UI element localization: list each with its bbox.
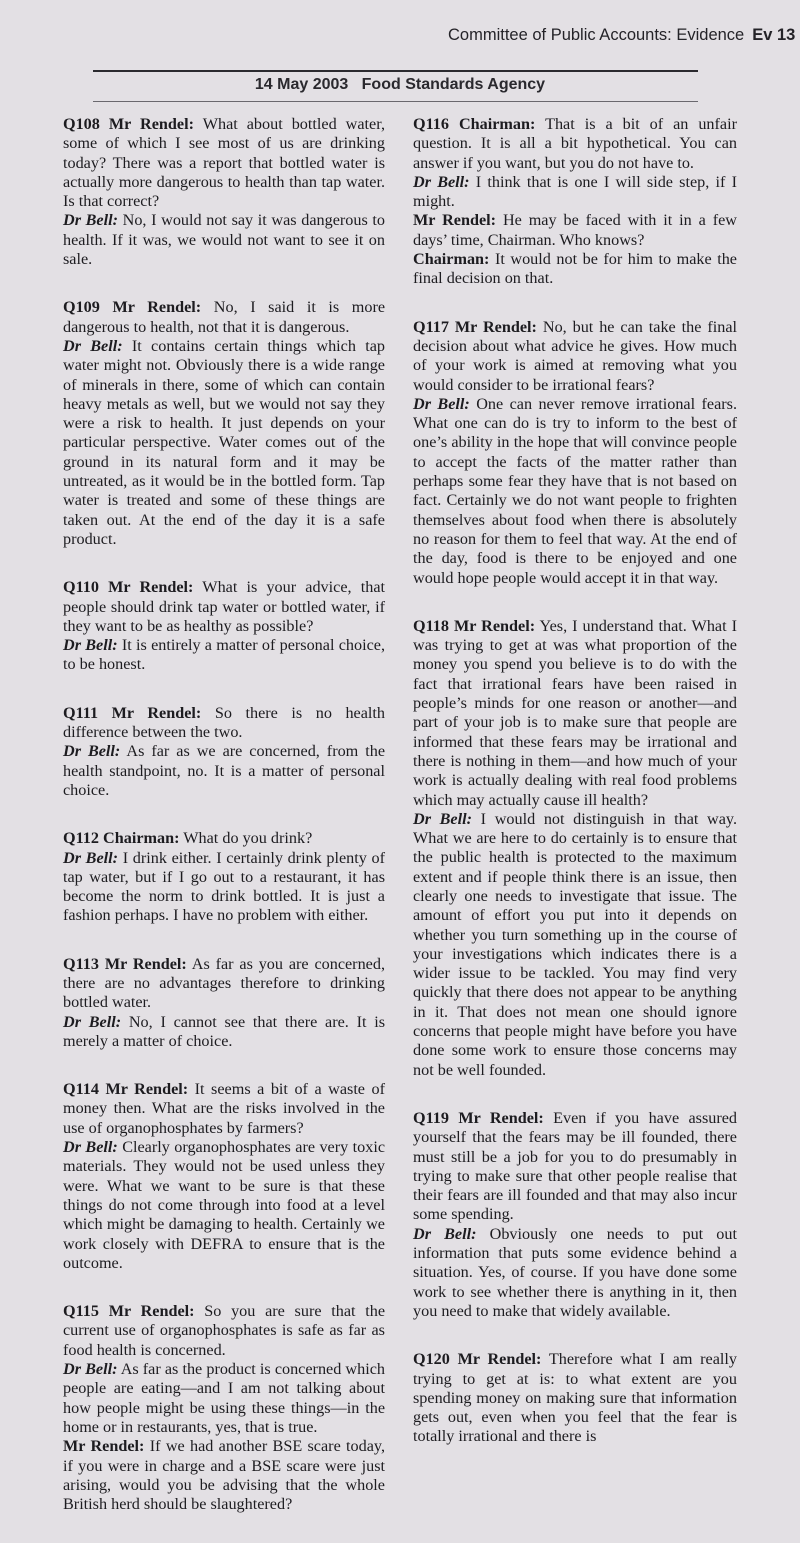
utterance-text: I would not distinguish in that way. What we are here to do certainly is to ensure that the public health is protected to the maximum extent and if people think there is an issue, then clearly one needs to investigate that issue. The amount of effort you put into it depends on whether you turn something up in the course of your investigations which indicates there is a wider issue to be tackled. You may find very quickly that there does not appear to be anything in it. That does not mean one should ignore concerns that people might have before you have done some work to ensure those concerns may not be well founded.: [413, 809, 738, 1079]
utterance-text: No, but he can take the final decision about what advice he gives. How much of your work is aimed at removing what you would consider to be irrational fears?: [413, 317, 738, 394]
utterance-text: If we had another BSE scare today, if you were in charge and a BSE scare were just arising, would you be advising that the whole British herd should be slaughtered?: [63, 1437, 386, 1514]
utterance: [63, 298, 385, 337]
utterance-text: Yes, I understand that. What I was trying to get at was what proportion of the money you spend you believe is to do with the fact that irrational fears have been raised in people’s minds for one reason or another—and part of your job is to make sure that people are informed that these fears may be irrational and there is nothing in them—and how much of your work is actually dealing with real food problems which may actually cause ill health?: [413, 616, 737, 809]
utterance-text: It is entirely a matter of personal choice, to be honest.: [63, 636, 386, 674]
utterance: [63, 1013, 385, 1052]
exchange: [413, 318, 737, 588]
page-number: Ev 13: [752, 26, 796, 44]
utterance: [413, 211, 737, 250]
utterance: [63, 1360, 385, 1437]
utterance: [63, 578, 385, 636]
utterance: [63, 211, 385, 269]
question-number: Q120: [413, 1350, 450, 1369]
utterance: [413, 1109, 737, 1225]
utterance-text: No, I cannot see that there are. It is merely a matter of choice.: [63, 1012, 386, 1050]
speaker-name: Dr Bell:: [63, 636, 118, 655]
utterance: [413, 115, 737, 173]
exchange: [63, 704, 385, 800]
utterance-text: No, I would not say it was dangerous to health. If it was, we would not want to see it on sale.: [63, 211, 385, 269]
exchange: [413, 115, 737, 289]
right-column: [413, 115, 737, 1476]
question-number: Q118: [413, 616, 449, 635]
utterance: [413, 250, 737, 289]
question-number: Q108: [63, 115, 100, 133]
speaker-name: Mr Rendel:: [111, 703, 202, 722]
exchange: [63, 955, 385, 1051]
exchange: [63, 298, 385, 549]
subheader-rule: [93, 101, 698, 102]
question-number: Q117: [413, 317, 449, 336]
utterance-text: Even if you have assured yourself that the fears may be ill founded, there must still be a job for you to do presumably in trying to make sure that other people realise that their fears are ill founded and that may also incur some spending.: [413, 1108, 738, 1224]
question-number: Q114: [63, 1080, 99, 1099]
utterance: [63, 115, 385, 211]
utterance: [63, 955, 385, 1013]
exchange: [63, 1080, 385, 1273]
speaker-name: Chairman:: [413, 250, 490, 269]
speaker-name: Chairman:: [458, 115, 536, 133]
utterance: [413, 173, 737, 212]
section-heading-text: 14 May 2003 Food Standards Agency: [254, 76, 546, 93]
section-heading: [0, 76, 800, 94]
speaker-name: Dr Bell:: [63, 336, 123, 355]
utterance-text: Obviously one needs to put out information that puts some evidence behind a situation. Yes, of course. If you have done some work to see whether there is anything in it, then you need to make that widely available.: [413, 1224, 737, 1320]
utterance: [63, 337, 385, 549]
exchange: [63, 1302, 385, 1514]
question-number: Q116: [413, 115, 449, 133]
running-header: [448, 26, 798, 45]
utterance-text: That is a bit of an unfair question. It is all a bit hypothetical. You can answer if you want, but you do not have to.: [413, 115, 737, 172]
utterance-text: What is your advice, that people should drink tap water or bottled water, if they want to be as healthy as possible?: [63, 578, 385, 635]
utterance-text: He may be faced with it in a few days’ time, Chairman. Who knows?: [413, 211, 738, 249]
question-number: Q112: [63, 829, 99, 848]
speaker-name: Mr Rendel:: [112, 298, 202, 317]
exchange: [413, 617, 737, 1080]
question-number: Q110: [63, 578, 99, 597]
utterance: [63, 1138, 385, 1273]
speaker-name: Dr Bell:: [413, 809, 473, 828]
utterance: [63, 1080, 385, 1138]
exchange: [63, 578, 385, 674]
header-rule: [93, 70, 698, 72]
utterance: [63, 849, 385, 926]
exchange: [413, 1350, 737, 1446]
utterance: [63, 1302, 385, 1360]
speaker-name: Dr Bell:: [63, 1138, 118, 1157]
utterance-text: What about bottled water, some of which I see most of us are drinking today? There was a report that bottled water is actually more dangerous to health than tap water. Is that correct?: [63, 115, 386, 211]
utterance-text: I think that is one I will side step, if I might.: [413, 172, 737, 211]
speaker-name: Chairman:: [103, 829, 180, 848]
utterance-text: As far as we are concerned, from the health standpoint, no. It is a matter of personal choice.: [63, 742, 386, 799]
speaker-name: Mr Rendel:: [108, 1302, 195, 1321]
exchange: [63, 115, 385, 269]
speaker-name: Mr Rendel:: [108, 115, 194, 133]
utterance-text: It would not be for him to make the final decision on that.: [413, 250, 737, 288]
utterance-text: As far as you are concerned, there are no advantages therefore to drinking bottled water.: [63, 954, 385, 1012]
exchange: [413, 1109, 737, 1321]
utterance: [63, 704, 385, 743]
utterance-text: Clearly organophosphates are very toxic materials. They would not be used unless they were. What we want to be sure is that these things do not come through into food at a level which might be damaging to health. Certainly we work closely with DEFRA to ensure that is the outcome.: [63, 1138, 385, 1272]
left-column: [63, 115, 385, 1543]
utterance: [413, 810, 737, 1080]
utterance-text: It contains certain things which tap water might not. Obviously there is a wide range of minerals in there, some of which can contain heavy metals as well, but we would not say they were a risk to health. It just depends on your particular perspective. Water comes out of the ground in its natural form and it may be untreated, as it would be in the bottled form. Tap water is treated and some of these things are taken out. At the end of the day it is a safe product.: [63, 336, 385, 548]
utterance: [413, 395, 737, 588]
question-number: Q109: [63, 298, 100, 317]
question-number: Q111: [63, 703, 99, 722]
speaker-name: Mr Rendel:: [458, 1108, 544, 1127]
speaker-name: Dr Bell:: [413, 172, 470, 191]
speaker-name: Mr Rendel:: [454, 317, 537, 336]
utterance-text: As far as the product is concerned which people are eating—and I am not talking about how people might be using these things—in the home or in restaurants, yes, that is true.: [63, 1360, 385, 1436]
speaker-name: Dr Bell:: [413, 1224, 477, 1243]
utterance: [63, 636, 385, 675]
speaker-name: Dr Bell:: [413, 394, 470, 413]
utterance-text: So there is no health difference between the two.: [63, 703, 386, 742]
speaker-name: Mr Rendel:: [457, 1350, 542, 1369]
speaker-name: Mr Rendel:: [453, 616, 536, 635]
utterance: [413, 1225, 737, 1321]
speaker-name: Mr Rendel:: [413, 211, 497, 230]
utterance-text: So you are sure that the current use of organophosphates is safe as far as food health is concerned.: [63, 1302, 386, 1359]
speaker-name: Dr Bell:: [63, 1012, 122, 1031]
utterance: [413, 1350, 737, 1446]
speaker-name: Dr Bell:: [63, 211, 118, 230]
speaker-name: Mr Rendel:: [105, 1080, 189, 1099]
speaker-name: Mr Rendel:: [63, 1437, 145, 1456]
utterance: [63, 1437, 385, 1514]
speaker-name: Dr Bell:: [63, 1360, 118, 1379]
utterance-text: What do you drink?: [183, 829, 313, 848]
running-title: Committee of Public Accounts: Evidence: [448, 26, 745, 44]
speaker-name: Mr Rendel:: [104, 954, 187, 973]
exchange: [63, 829, 385, 925]
utterance-text: I drink either. I certainly drink plenty of tap water, but if I go out to a restaurant, it has become the norm to drink bottled. It is just a fashion perhaps. I have no problem with either.: [63, 848, 386, 925]
utterance: [413, 318, 737, 395]
speaker-name: Dr Bell:: [63, 848, 119, 867]
utterance-text: It seems a bit of a waste of money then. What are the risks involved in the use of organophosphates by farmers?: [63, 1080, 385, 1137]
utterance-text: One can never remove irrational fears. What one can do is try to inform to the best of one’s ability in the hope that will convince people to accept the facts of the matter rather than perhaps some fear they have that is not based on fact. Certainly we do not want people to frighten themselves about food when there is absolutely no reason for them to feel that way. At the end of the day, food is there to be enjoyed and one would hope people would accept it in that way.: [413, 394, 738, 587]
question-number: Q115: [63, 1302, 99, 1321]
question-number: Q119: [413, 1108, 449, 1127]
speaker-name: Dr Bell:: [63, 742, 121, 761]
utterance-text: No, I said it is more dangerous to health, not that it is dangerous.: [63, 298, 386, 336]
question-number: Q113: [63, 954, 99, 973]
speaker-name: Mr Rendel:: [108, 578, 194, 597]
utterance: [63, 829, 385, 848]
utterance: [413, 617, 737, 810]
utterance-text: Therefore what I am really trying to get at is: to what extent are you spending money on making sure that information gets out, even when you feel that the fear is totally irrational and there is: [413, 1350, 737, 1446]
utterance: [63, 742, 385, 800]
